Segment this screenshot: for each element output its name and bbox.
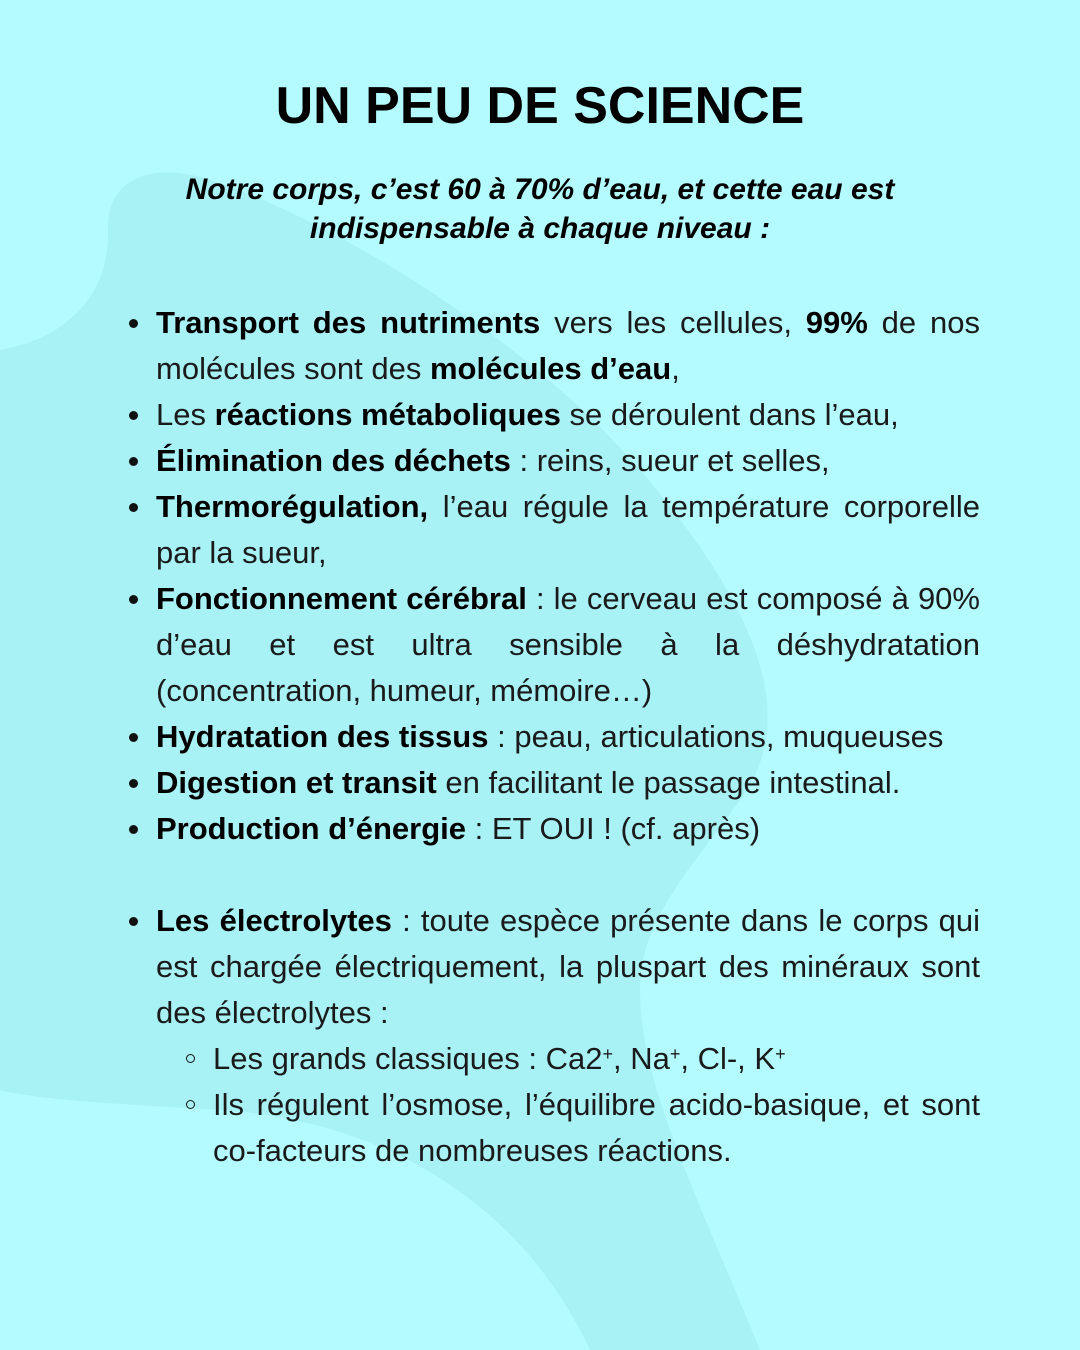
- list-item-thermoregulation: Thermorégulation, l’eau régule la température corporelle par la sueur,: [156, 484, 980, 576]
- subtitle-line-2: indispensable à chaque niveau :: [309, 212, 771, 245]
- subtitle-line-1: Notre corps, c’est 60 à 70% d’eau, et cette eau est: [185, 173, 895, 206]
- list-item-energy: Production d’énergie : ET OUI ! (cf. après): [156, 806, 980, 852]
- list-item-electrolytes: Les électrolytes : toute espèce présente dans le corps qui est chargée électriquement, la pluspart des minéraux sont des électrolytes : Les grands classiques : Ca2+, Na+, Cl-, K+ Ils régulent l’osmose, l’équilibre acido-basique, et sont co-facteurs de nombreuses réactions.: [156, 898, 980, 1174]
- list-item-tissues: Hydratation des tissus : peau, articulations, muqueuses: [156, 714, 980, 760]
- page-title: UN PEU DE SCIENCE: [275, 77, 805, 135]
- list-item-reactions: Les réactions métaboliques se déroulent dans l’eau,: [156, 392, 980, 438]
- list-item-digestion: Digestion et transit en facilitant le passage intestinal.: [156, 760, 980, 806]
- subtitle: [120, 170, 960, 248]
- sub-item-classics: Les grands classiques : Ca2+, Na+, Cl-, K+: [213, 1036, 980, 1082]
- list-item-elimination: Élimination des déchets : reins, sueur et selles,: [156, 438, 980, 484]
- list-item-transport: Transport des nutriments vers les cellules, 99% de nos molécules sont des molécules d’eau,: [156, 300, 980, 392]
- electrolytes-sub-list: [156, 1036, 980, 1174]
- benefits-list: [156, 300, 980, 1174]
- sub-item-regulation: Ils régulent l’osmose, l’équilibre acido-basique, et sont co-facteurs de nombreuses réactions.: [213, 1082, 980, 1174]
- list-item-brain: Fonctionnement cérébral : le cerveau est composé à 90% d’eau et est ultra sensible à la déshydratation (concentration, humeur, mémoire…): [156, 576, 980, 714]
